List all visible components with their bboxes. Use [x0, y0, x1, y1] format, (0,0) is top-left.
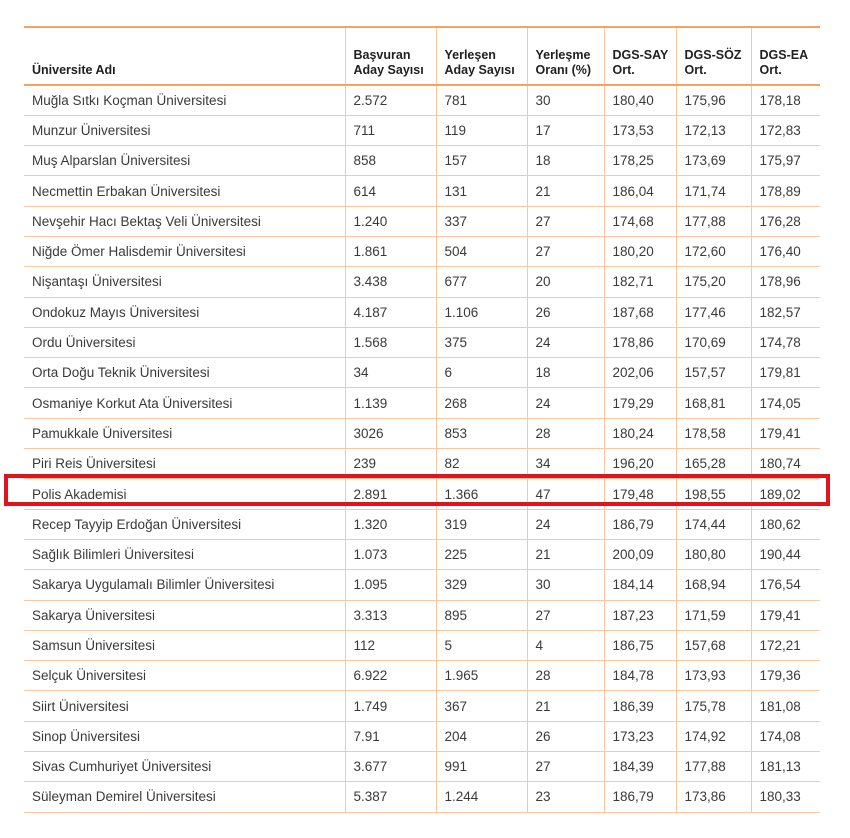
cell-placed: 1.106: [436, 297, 527, 327]
cell-placement-rate: 28: [527, 661, 604, 691]
cell-placement-rate: 24: [527, 509, 604, 539]
header-placed-line1: Yerleşen: [444, 48, 496, 62]
cell-dgs-ea: 172,21: [759, 637, 801, 653]
cell-dgs-ea: 179,36: [759, 668, 801, 684]
cell-placement-rate: 27: [527, 206, 604, 236]
cell-university-name: Siirt Üniversitesi: [24, 691, 345, 721]
cell-placement-rate: 21: [527, 691, 604, 721]
table-row: [24, 327, 820, 357]
table-row: [24, 418, 820, 448]
cell-placed: 1.244: [436, 782, 527, 812]
table-row: [24, 146, 820, 176]
header-soz-line1: DGS-SÖZ: [684, 48, 742, 62]
header-applicants: [345, 27, 436, 85]
cell-dgs-ea: 180,33: [759, 789, 801, 805]
cell-applicants: 858: [345, 146, 436, 176]
cell-dgs-soz: 171,59: [676, 600, 751, 630]
cell-placed: 6: [436, 358, 527, 388]
cell-dgs-soz: 165,28: [676, 449, 751, 479]
cell-placed: 991: [436, 752, 527, 782]
header-say-line1: DGS-SAY: [612, 48, 669, 62]
table-row: [24, 449, 820, 479]
cell-dgs-soz: 171,74: [676, 176, 751, 206]
cell-dgs-ea: 178,96: [759, 274, 801, 290]
cell-university-name: Nişantaşı Üniversitesi: [24, 267, 345, 297]
cell-dgs-say: 179,29: [604, 388, 676, 418]
cell-dgs-soz: 170,69: [676, 327, 751, 357]
cell-dgs-soz: 168,94: [676, 570, 751, 600]
table-row: [24, 570, 820, 600]
cell-dgs-ea: 174,08: [759, 728, 801, 744]
cell-dgs-soz: 173,86: [676, 782, 751, 812]
cell-dgs-say: 200,09: [604, 539, 676, 569]
cell-university-name: Ordu Üniversitesi: [24, 327, 345, 357]
cell-placement-rate: 21: [527, 539, 604, 569]
cell-placed: 337: [436, 206, 527, 236]
cell-placement-rate: 28: [527, 418, 604, 448]
cell-placement-rate: 18: [527, 358, 604, 388]
table-row: [24, 297, 820, 327]
cell-applicants: 1.139: [345, 388, 436, 418]
cell-university-name: Piri Reis Üniversitesi: [24, 449, 345, 479]
cell-university-name: Recep Tayyip Erdoğan Üniversitesi: [24, 509, 345, 539]
cell-applicants: 1.568: [345, 327, 436, 357]
cell-dgs-soz: 175,96: [676, 85, 751, 115]
cell-placement-rate: 27: [527, 600, 604, 630]
cell-dgs-ea: 176,28: [759, 213, 801, 229]
cell-dgs-say: 186,79: [604, 509, 676, 539]
cell-applicants: 3.313: [345, 600, 436, 630]
cell-placement-rate: 26: [527, 297, 604, 327]
cell-university-name: Munzur Üniversitesi: [24, 115, 345, 145]
cell-dgs-say: 174,68: [604, 206, 676, 236]
table-row: [24, 509, 820, 539]
cell-placement-rate: 27: [527, 752, 604, 782]
cell-dgs-soz: 177,88: [676, 752, 751, 782]
cell-dgs-ea: 180,74: [759, 456, 801, 472]
cell-dgs-soz: 177,88: [676, 206, 751, 236]
table-row: [24, 206, 820, 236]
table-row: [24, 85, 820, 115]
cell-dgs-soz: 168,81: [676, 388, 751, 418]
cell-university-name: Osmaniye Korkut Ata Üniversitesi: [24, 388, 345, 418]
cell-applicants: 711: [345, 115, 436, 145]
university-table: [24, 26, 820, 813]
header-placement-rate: [527, 27, 604, 85]
cell-applicants: 1.095: [345, 570, 436, 600]
cell-dgs-ea: 175,97: [759, 153, 801, 169]
cell-dgs-ea: 179,41: [759, 607, 801, 623]
cell-dgs-ea: 172,83: [759, 122, 801, 138]
cell-placed: 677: [436, 267, 527, 297]
cell-university-name: Sinop Üniversitesi: [24, 721, 345, 751]
cell-placement-rate: 20: [527, 267, 604, 297]
cell-dgs-soz: 198,55: [676, 479, 751, 509]
cell-university-name: Pamukkale Üniversitesi: [24, 418, 345, 448]
cell-dgs-say: 187,23: [604, 600, 676, 630]
cell-placement-rate: 47: [527, 479, 604, 509]
cell-dgs-say: 202,06: [604, 358, 676, 388]
cell-placement-rate: 30: [527, 85, 604, 115]
cell-placed: 131: [436, 176, 527, 206]
header-rate-line1: Yerleşme: [535, 48, 591, 62]
cell-dgs-say: 186,04: [604, 176, 676, 206]
cell-placed: 157: [436, 146, 527, 176]
cell-placement-rate: 17: [527, 115, 604, 145]
header-applicants-line2: Aday Sayısı: [353, 63, 424, 77]
header-ea-line2: Ort.: [759, 63, 782, 77]
cell-dgs-say: 180,24: [604, 418, 676, 448]
header-dgs-soz: [676, 27, 751, 85]
cell-university-name: Sivas Cumhuriyet Üniversitesi: [24, 752, 345, 782]
table-row: [24, 752, 820, 782]
cell-dgs-soz: 173,69: [676, 146, 751, 176]
table-row: [24, 267, 820, 297]
cell-applicants: 3026: [345, 418, 436, 448]
cell-dgs-soz: 174,92: [676, 721, 751, 751]
cell-placed: 5: [436, 630, 527, 660]
cell-dgs-soz: 175,20: [676, 267, 751, 297]
cell-applicants: 1.861: [345, 236, 436, 266]
cell-dgs-say: 178,25: [604, 146, 676, 176]
cell-dgs-ea: 176,54: [759, 577, 801, 593]
cell-placement-rate: 21: [527, 176, 604, 206]
cell-university-name: Süleyman Demirel Üniversitesi: [24, 782, 345, 812]
cell-placed: 375: [436, 327, 527, 357]
cell-applicants: 614: [345, 176, 436, 206]
cell-dgs-soz: 172,60: [676, 236, 751, 266]
table-row: [24, 479, 820, 509]
cell-dgs-say: 180,20: [604, 236, 676, 266]
cell-applicants: 3.438: [345, 267, 436, 297]
table-row: [24, 176, 820, 206]
cell-dgs-soz: 173,93: [676, 661, 751, 691]
cell-placement-rate: 30: [527, 570, 604, 600]
cell-applicants: 5.387: [345, 782, 436, 812]
cell-dgs-say: 187,68: [604, 297, 676, 327]
cell-placement-rate: 24: [527, 327, 604, 357]
cell-dgs-say: 173,53: [604, 115, 676, 145]
table-row: [24, 600, 820, 630]
cell-placement-rate: 27: [527, 236, 604, 266]
cell-applicants: 7.91: [345, 721, 436, 751]
cell-dgs-say: 196,20: [604, 449, 676, 479]
cell-placed: 204: [436, 721, 527, 751]
cell-dgs-soz: 180,80: [676, 539, 751, 569]
cell-placed: 119: [436, 115, 527, 145]
table-row: [24, 782, 820, 812]
cell-dgs-say: 186,75: [604, 630, 676, 660]
table-row: [24, 115, 820, 145]
cell-dgs-soz: 174,44: [676, 509, 751, 539]
cell-applicants: 239: [345, 449, 436, 479]
cell-placement-rate: 34: [527, 449, 604, 479]
cell-university-name: Muğla Sıtkı Koçman Üniversitesi: [24, 85, 345, 115]
cell-dgs-ea: 179,41: [759, 425, 801, 441]
cell-dgs-say: 184,14: [604, 570, 676, 600]
cell-applicants: 112: [345, 630, 436, 660]
header-say-line2: Ort.: [612, 63, 635, 77]
cell-dgs-ea: 176,40: [759, 244, 801, 260]
cell-dgs-soz: 178,58: [676, 418, 751, 448]
cell-dgs-say: 186,79: [604, 782, 676, 812]
cell-university-name: Sakarya Uygulamalı Bilimler Üniversitesi: [24, 570, 345, 600]
cell-dgs-say: 178,86: [604, 327, 676, 357]
cell-university-name: Polis Akademisi: [24, 479, 345, 509]
cell-dgs-ea: 180,62: [759, 516, 801, 532]
header-soz-line2: Ort.: [684, 63, 707, 77]
cell-placement-rate: 23: [527, 782, 604, 812]
cell-applicants: 4.187: [345, 297, 436, 327]
cell-dgs-ea: 182,57: [759, 304, 801, 320]
cell-dgs-ea: 174,78: [759, 335, 801, 351]
header-placed: [436, 27, 527, 85]
cell-placed: 781: [436, 85, 527, 115]
table-row: [24, 358, 820, 388]
cell-dgs-say: 180,40: [604, 85, 676, 115]
cell-placement-rate: 4: [527, 630, 604, 660]
cell-applicants: 1.073: [345, 539, 436, 569]
cell-dgs-soz: 172,13: [676, 115, 751, 145]
cell-university-name: Selçuk Üniversitesi: [24, 661, 345, 691]
cell-university-name: Necmettin Erbakan Üniversitesi: [24, 176, 345, 206]
cell-dgs-soz: 157,68: [676, 630, 751, 660]
cell-university-name: Orta Doğu Teknik Üniversitesi: [24, 358, 345, 388]
table-row: [24, 661, 820, 691]
cell-placed: 1.965: [436, 661, 527, 691]
cell-dgs-soz: 177,46: [676, 297, 751, 327]
cell-placed: 853: [436, 418, 527, 448]
table-row: [24, 388, 820, 418]
cell-dgs-say: 179,48: [604, 479, 676, 509]
cell-dgs-say: 184,39: [604, 752, 676, 782]
cell-placed: 319: [436, 509, 527, 539]
cell-applicants: 6.922: [345, 661, 436, 691]
cell-university-name: Sağlık Bilimleri Üniversitesi: [24, 539, 345, 569]
header-row: [24, 27, 820, 85]
cell-dgs-say: 184,78: [604, 661, 676, 691]
cell-dgs-say: 173,23: [604, 721, 676, 751]
cell-placed: 504: [436, 236, 527, 266]
cell-dgs-say: 186,39: [604, 691, 676, 721]
table-row: [24, 236, 820, 266]
table-row: [24, 721, 820, 751]
cell-applicants: 1.320: [345, 509, 436, 539]
cell-university-name: Nevşehir Hacı Bektaş Veli Üniversitesi: [24, 206, 345, 236]
header-university-name: Üniversite Adı: [24, 27, 345, 85]
cell-placed: 225: [436, 539, 527, 569]
header-ea-line1: DGS-EA: [759, 48, 809, 62]
cell-placed: 268: [436, 388, 527, 418]
cell-university-name: Niğde Ömer Halisdemir Üniversitesi: [24, 236, 345, 266]
cell-dgs-say: 182,71: [604, 267, 676, 297]
cell-placed: 895: [436, 600, 527, 630]
cell-placed: 82: [436, 449, 527, 479]
table-row: [24, 630, 820, 660]
cell-dgs-ea: 190,44: [759, 547, 801, 563]
table-row: [24, 539, 820, 569]
header-dgs-ea: [751, 27, 820, 85]
cell-university-name: Samsun Üniversitesi: [24, 630, 345, 660]
table-row: [24, 691, 820, 721]
cell-applicants: 34: [345, 358, 436, 388]
cell-placement-rate: 24: [527, 388, 604, 418]
cell-university-name: Sakarya Üniversitesi: [24, 600, 345, 630]
table-body: [24, 85, 820, 812]
header-placed-line2: Aday Sayısı: [444, 63, 515, 77]
cell-applicants: 2.572: [345, 85, 436, 115]
cell-dgs-ea: 181,13: [759, 759, 801, 775]
cell-university-name: Ondokuz Mayıs Üniversitesi: [24, 297, 345, 327]
cell-dgs-ea: 179,81: [759, 365, 801, 381]
cell-dgs-ea: 181,08: [759, 698, 801, 714]
cell-applicants: 2.891: [345, 479, 436, 509]
cell-placement-rate: 18: [527, 146, 604, 176]
header-rate-line2: Oranı (%): [535, 63, 592, 77]
header-dgs-say: [604, 27, 676, 85]
cell-placed: 329: [436, 570, 527, 600]
cell-dgs-ea: 178,89: [759, 183, 801, 199]
cell-applicants: 3.677: [345, 752, 436, 782]
table-header: [24, 27, 820, 85]
cell-university-name: Muş Alparslan Üniversitesi: [24, 146, 345, 176]
cell-dgs-ea: 174,05: [759, 395, 801, 411]
cell-dgs-soz: 157,57: [676, 358, 751, 388]
cell-placement-rate: 26: [527, 721, 604, 751]
cell-applicants: 1.240: [345, 206, 436, 236]
cell-placed: 1.366: [436, 479, 527, 509]
cell-dgs-ea: 178,18: [759, 92, 801, 108]
cell-dgs-soz: 175,78: [676, 691, 751, 721]
cell-dgs-ea: 189,02: [759, 486, 801, 502]
cell-placed: 367: [436, 691, 527, 721]
cell-applicants: 1.749: [345, 691, 436, 721]
header-applicants-line1: Başvuran: [353, 48, 411, 62]
